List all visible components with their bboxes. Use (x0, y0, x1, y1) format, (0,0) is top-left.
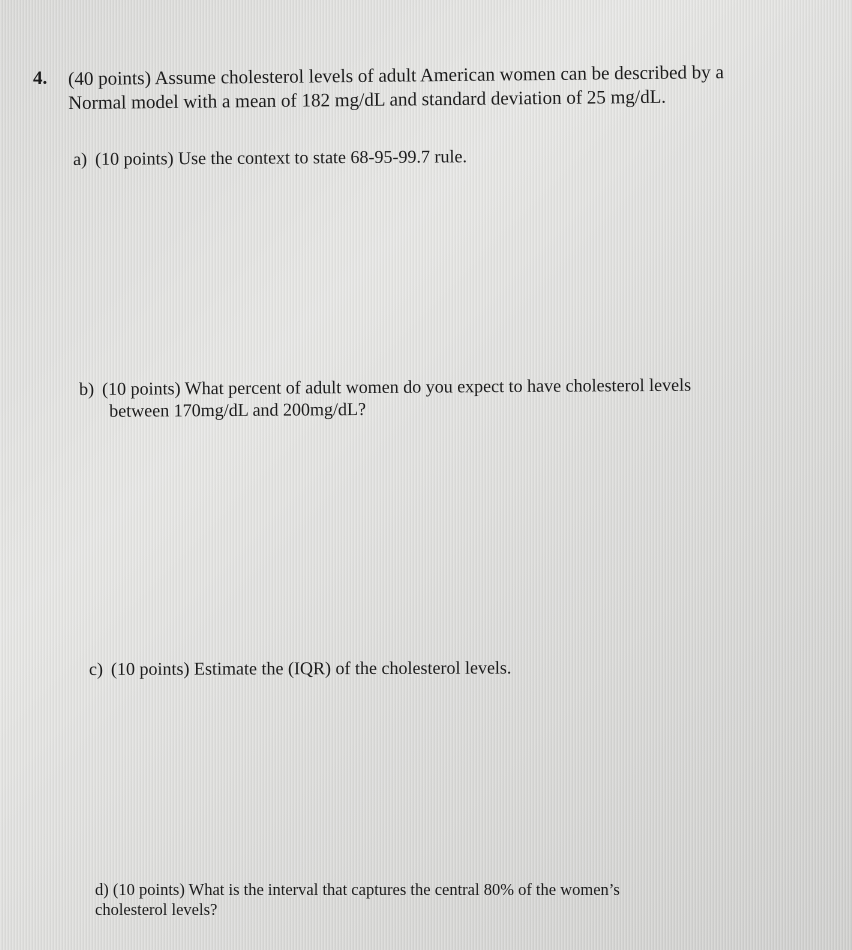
part-b-label: b) (79, 378, 95, 399)
part-d (95, 880, 795, 920)
part-d-text-line-2: cholesterol levels? (95, 900, 218, 919)
question-text-line-1: (40 points) Assume cholesterol levels of adult American women can be described by a (68, 62, 725, 90)
part-d-text-line-1: (10 points) What is the interval that captures the central 80% of the women’s (112, 880, 620, 899)
part-b-text-line-2: between 170mg/dL and 200mg/dL? (109, 398, 367, 421)
part-c-text: (10 points) Estimate the (IQR) of the cholesterol levels. (110, 657, 512, 679)
part-b-text-line-1: (10 points) What percent of adult women do you expect to have cholesterol levels (102, 374, 692, 399)
part-a (73, 145, 467, 170)
question-text (68, 60, 828, 116)
part-d-label: d) (95, 880, 109, 899)
part-c-label: c) (89, 658, 104, 679)
part-c (89, 657, 511, 680)
part-b (79, 373, 819, 422)
part-a-label: a) (73, 148, 88, 169)
part-a-text: (10 points) Use the context to state 68-95-99.7 rule. (94, 146, 468, 169)
question-text-line-2: Normal model with a mean of 182 mg/dL and standard deviation of 25 mg/dL. (68, 86, 667, 114)
question-number: 4. (33, 68, 48, 89)
